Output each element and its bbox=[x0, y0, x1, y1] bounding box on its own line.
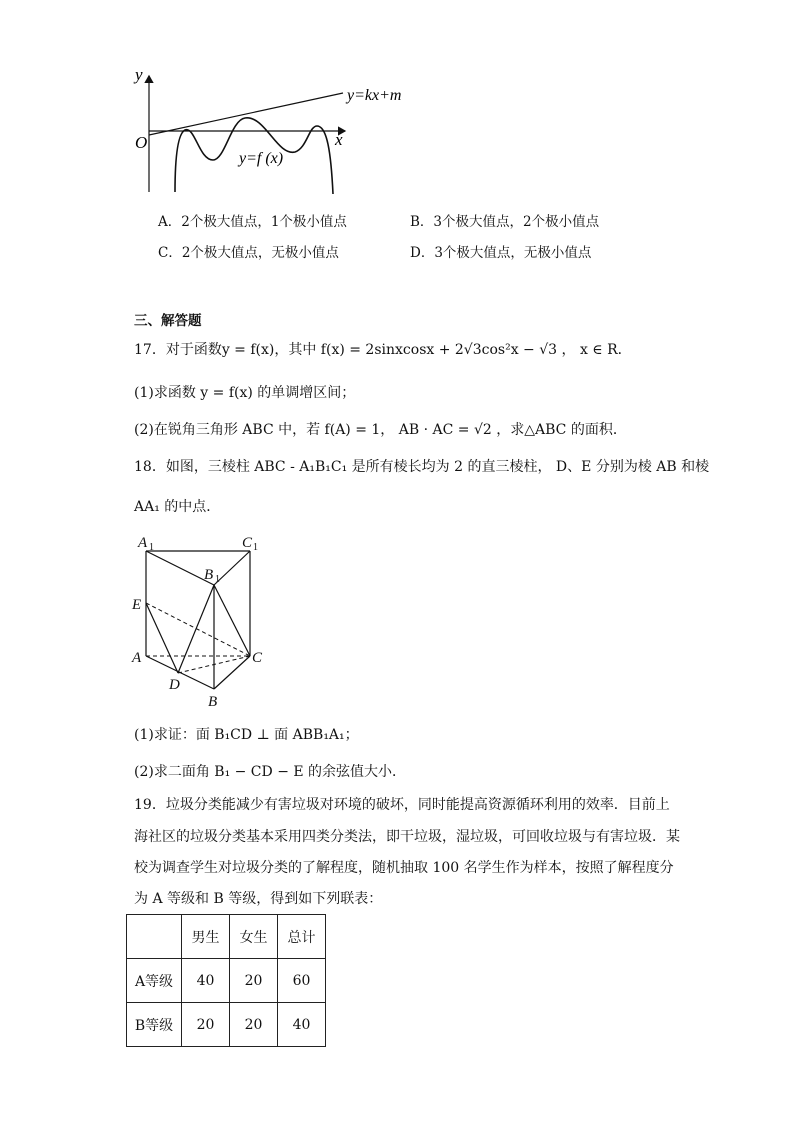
q18-part1: (1)求证：面 B₁CD ⊥ 面 ABB₁A₁； bbox=[134, 727, 359, 743]
y-axis-label: y bbox=[135, 65, 143, 84]
tangent-line bbox=[149, 93, 343, 135]
table-cell: 40 bbox=[182, 959, 230, 1003]
table-header-cell bbox=[127, 915, 182, 959]
table-row bbox=[127, 959, 326, 1003]
table-row bbox=[127, 1003, 326, 1047]
label-b1-sub: 1 bbox=[215, 574, 220, 585]
table-cell: 40 bbox=[278, 1003, 326, 1047]
q17-stem: 17．对于函数y = f(x)，其中 f(x) = 2sinxcosx + 2√3cos²x − √3 ， x ∈ R． bbox=[134, 342, 632, 358]
label-a1: A bbox=[138, 535, 148, 551]
label-a: A bbox=[132, 650, 142, 666]
line-label: y=kx+m bbox=[347, 87, 402, 104]
origin-label: O bbox=[135, 133, 148, 152]
table-cell: 20 bbox=[230, 1003, 278, 1047]
label-c1: C bbox=[242, 535, 253, 551]
label-b: B bbox=[208, 694, 218, 710]
option-d: D．3个极大值点，无极小值点 bbox=[410, 245, 592, 261]
table-header-cell: 总计 bbox=[278, 915, 326, 959]
table-header-cell: 女生 bbox=[230, 915, 278, 959]
label-a1-sub: 1 bbox=[149, 542, 154, 553]
q19-line1: 19．垃圾分类能减少有害垃圾对环境的破坏，同时能提高资源循环利用的效率．目前上 bbox=[134, 797, 670, 813]
q19-line2: 海社区的垃圾分类基本采用四类分类法，即干垃圾，湿垃圾，可回收垃圾与有害垃圾．某 bbox=[134, 829, 680, 845]
label-c: C bbox=[252, 650, 263, 666]
table-cell: 20 bbox=[230, 959, 278, 1003]
q19-line4: 为 A 等级和 B 等级，得到如下列联表： bbox=[134, 891, 383, 907]
q17-part1: (1)求函数 y = f(x) 的单调增区间； bbox=[134, 385, 356, 401]
contingency-table bbox=[126, 914, 326, 1047]
q18-stem-line1: 18．如图，三棱柱 ABC - A₁B₁C₁ 是所有棱长均为 2 的直三棱柱， D、E 分别为棱 AB 和棱 bbox=[134, 459, 710, 475]
q18-stem-line2: AA₁ 的中点． bbox=[134, 499, 221, 515]
option-a: A．2个极大值点，1个极小值点 bbox=[158, 214, 347, 230]
table-cell: B等级 bbox=[127, 1003, 182, 1047]
table-cell: 60 bbox=[278, 959, 326, 1003]
table-cell: 20 bbox=[182, 1003, 230, 1047]
label-d: D bbox=[169, 677, 180, 693]
section-heading: 三、解答题 bbox=[134, 313, 202, 329]
q17-part2: (2)在锐角三角形 ABC 中，若 f(A) = 1， AB · AC = √2 ，求△ABC 的面积． bbox=[134, 422, 627, 438]
table-cell: A等级 bbox=[127, 959, 182, 1003]
x-axis-label: x bbox=[335, 130, 343, 149]
function-graph bbox=[125, 62, 425, 200]
table-header-cell: 男生 bbox=[182, 915, 230, 959]
label-c1-sub: 1 bbox=[253, 542, 258, 553]
q19-line3: 校为调查学生对垃圾分类的了解程度，随机抽取 100 名学生作为样本，按照了解程度分 bbox=[134, 860, 674, 876]
option-c: C．2个极大值点，无极小值点 bbox=[158, 245, 339, 261]
prism-figure bbox=[128, 532, 278, 710]
label-e: E bbox=[132, 597, 142, 613]
curve-label: y=f (x) bbox=[239, 150, 284, 167]
option-b: B．3个极大值点，2个极小值点 bbox=[410, 214, 600, 230]
q18-part2: (2)求二面角 B₁ − CD − E 的余弦值大小． bbox=[134, 764, 407, 780]
label-b1: B bbox=[204, 567, 214, 583]
table-header-row bbox=[127, 915, 326, 959]
